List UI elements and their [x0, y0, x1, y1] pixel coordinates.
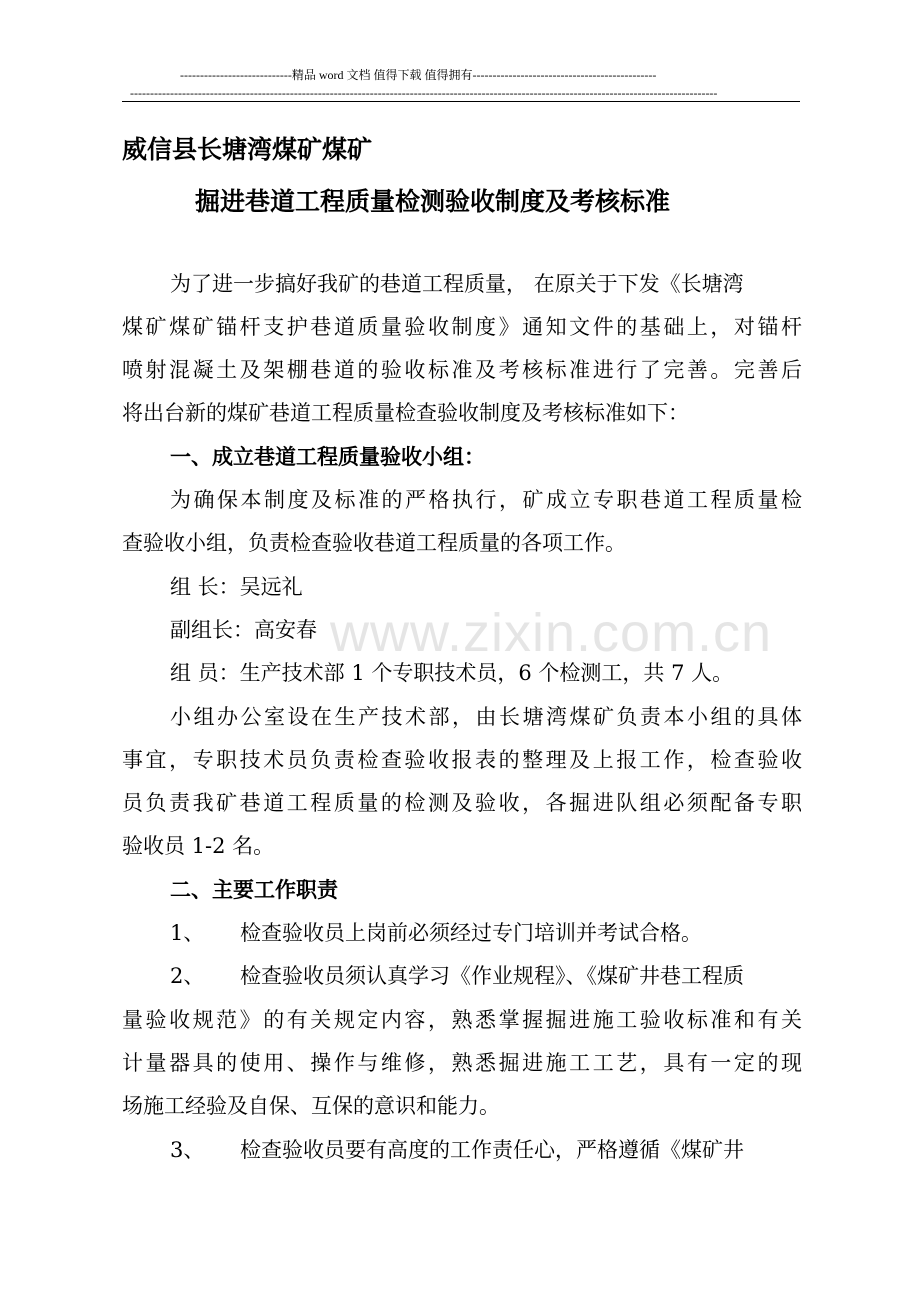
duty-item-3 — [170, 1134, 802, 1166]
intro-line-1: 为了进一步搞好我矿的巷道工程质量， 在原关于下发《长塘湾 — [170, 272, 744, 296]
office-para-line-2: 事宜，专职技术员负责检查验收报表的整理及上报工作，检查验收 — [122, 748, 802, 772]
duty-item-2 — [170, 960, 802, 992]
duty-number: 2、 — [170, 964, 205, 988]
section-1-para-line-1: 为确保本制度及标准的严格执行，矿成立专职巷道工程质量检 — [170, 488, 802, 512]
office-para-line-3: 员负责我矿巷道工程质量的检测及验收，各掘进队组必须配备专职 — [122, 791, 802, 815]
office-para-line-4: 验收员 1-2 名。 — [122, 834, 275, 858]
duty-2-line-2: 量验收规范》的有关规定内容，熟悉掌握掘进施工验收标准和有关 — [122, 1008, 802, 1032]
header-rule — [122, 101, 800, 102]
intro-line-4: 将出台新的煤矿巷道工程质量检查验收制度及考核标准如下： — [122, 401, 689, 425]
duty-text: 检查验收员须认真学习《作业规程》、《煤矿井巷工程质 — [240, 964, 744, 988]
document-title-line-1: 威信县长塘湾煤矿煤矿 — [122, 135, 373, 164]
group-members: 组 员：生产技术部 1 个专职技术员，6 个检测工，共 7 人。 — [170, 661, 734, 685]
intro-line-2: 煤矿煤矿锚杆支护巷道质量验收制度》通知文件的基础上，对锚杆 — [122, 315, 802, 339]
duty-number: 3、 — [170, 1138, 205, 1162]
document-title-line-2: 掘进巷道工程质量检测验收制度及考核标准 — [195, 187, 671, 216]
section-1-heading: 一、成立巷道工程质量验收小组： — [170, 445, 485, 469]
page-header-line-2: --------------------------------------------------------------------------------------------------------------------------------------------------- — [130, 86, 718, 100]
page-header-line-1: ----------------------------精品 word 文档 值得下载 值得拥有---------------------------------------------- — [180, 68, 657, 82]
duty-text: 检查验收员要有高度的工作责任心，严格遵循《煤矿井 — [240, 1138, 744, 1162]
group-deputy: 副组长：高安春 — [170, 618, 317, 642]
watermark: www.zixin.com.cn — [330, 603, 773, 663]
office-para-line-1: 小组办公室设在生产技术部，由长塘湾煤矿负责本小组的具体 — [170, 705, 802, 729]
section-1-para-line-2: 查验收小组，负责检查验收巷道工程质量的各项工作。 — [122, 531, 626, 555]
duty-number: 1、 — [170, 921, 205, 945]
section-2-heading: 二、主要工作职责 — [170, 878, 338, 902]
duty-text: 检查验收员上岗前必须经过专门培训并考试合格。 — [240, 921, 702, 945]
intro-line-3: 喷射混凝土及架棚巷道的验收标准及考核标准进行了完善。完善后 — [122, 358, 802, 382]
duty-2-line-4: 场施工经验及自保、互保的意识和能力。 — [122, 1094, 500, 1118]
group-leader: 组 长：吴远礼 — [170, 575, 303, 599]
duty-2-line-3: 计量器具的使用、操作与维修，熟悉掘进施工工艺，具有一定的现 — [122, 1051, 802, 1075]
duty-item-1 — [170, 917, 802, 949]
